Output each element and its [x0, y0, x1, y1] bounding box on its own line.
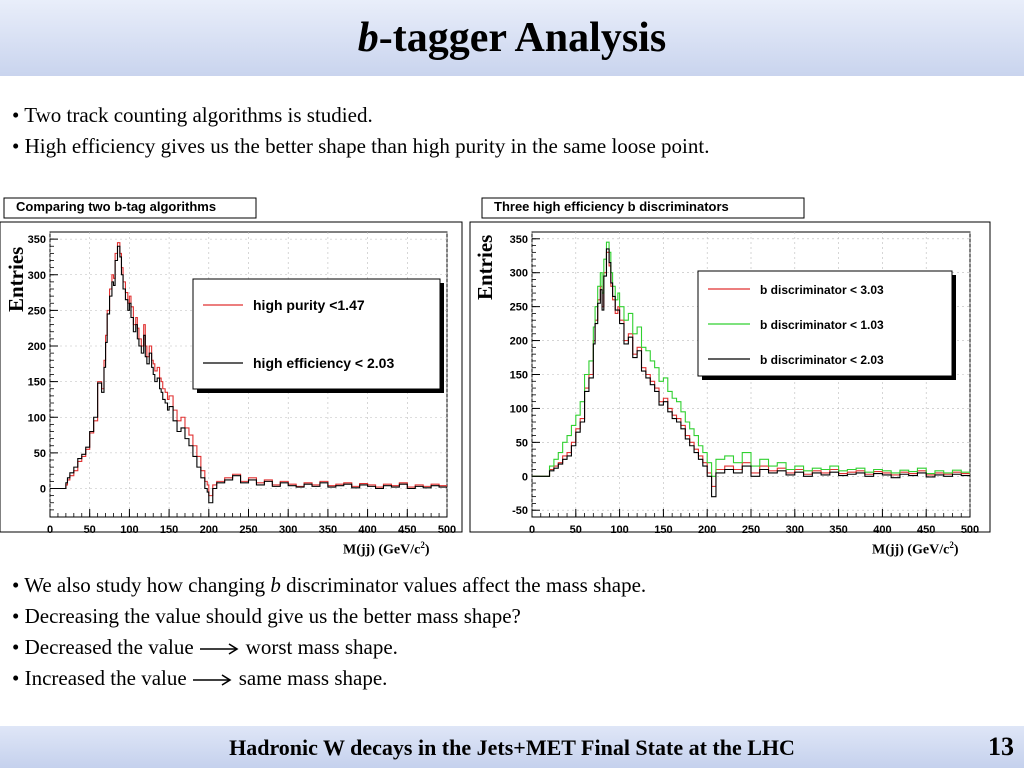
chart-title: Three high efficiency b discriminators: [494, 199, 729, 214]
chart-two-algorithms-svg: [0, 190, 470, 565]
title-bar: [0, 0, 1024, 76]
bottom-bullets: [12, 570, 646, 694]
y-tick-label: 0: [521, 471, 528, 484]
chart1-x-title-sup: 2: [420, 540, 425, 550]
chart-three-discriminators: [470, 190, 1000, 565]
legend-box: [193, 279, 440, 389]
y-tick-label: 200: [509, 335, 528, 348]
x-tick-label: 0: [528, 524, 536, 536]
chart2-x-title-close: ): [953, 542, 959, 558]
bullet-item: • Two track counting algorithms is studied.: [12, 103, 373, 127]
chart2-y-title: Entries: [473, 234, 497, 300]
y-tick-label: 250: [509, 301, 528, 314]
page-number: 13: [988, 732, 1014, 761]
top-bullets: [12, 100, 709, 162]
x-tick-label: 500: [960, 524, 980, 536]
bullet-text: worst mass shape.: [245, 635, 398, 659]
x-tick-label: 450: [917, 524, 936, 536]
x-tick-label: 50: [569, 524, 582, 536]
y-tick-label: 250: [27, 305, 46, 318]
chart1-x-title-close: ): [424, 542, 430, 558]
title-rest: -tagger Analysis: [378, 15, 667, 61]
chart-two-algorithms: [0, 190, 470, 565]
y-tick-label: 300: [27, 269, 46, 282]
x-tick-label: 100: [610, 524, 629, 536]
x-tick-label: 250: [741, 524, 761, 536]
bullet-text: • Increased the value: [12, 666, 187, 690]
bullet-item: [12, 632, 646, 663]
y-tick-label: 350: [27, 234, 46, 247]
right-arrow-icon: [193, 673, 233, 687]
bullet-item: [12, 663, 646, 694]
chart2-x-title-sup: 2: [949, 540, 954, 550]
chart1-y-title: Entries: [4, 246, 28, 312]
chart1-x-title: [343, 540, 430, 559]
x-tick-label: 50: [83, 524, 96, 536]
bullet-text: • Decreased the value: [12, 635, 194, 659]
y-tick-label: 50: [515, 437, 528, 450]
slide-title: [358, 14, 666, 62]
x-tick-label: 200: [698, 524, 717, 536]
legend-label: high purity <1.47: [253, 297, 365, 313]
chart-title: Comparing two b-tag algorithms: [16, 199, 217, 214]
y-tick-label: 0: [39, 483, 46, 496]
x-tick-label: 300: [279, 524, 298, 536]
bullet-item: • Decreasing the value should give us the better mass shape?: [12, 604, 521, 628]
y-tick-label: 150: [509, 369, 528, 382]
footer-bar: [0, 726, 1024, 768]
chart-three-discriminators-svg: [470, 190, 1000, 565]
y-tick-label: 150: [27, 376, 46, 389]
y-tick-label: 100: [27, 412, 46, 425]
x-tick-label: 500: [437, 524, 457, 536]
bullet-text-italic: b: [270, 573, 281, 597]
x-tick-label: 200: [199, 524, 218, 536]
bullet-text: same mass shape.: [238, 666, 388, 690]
x-tick-label: 0: [46, 524, 54, 536]
bullet-item: • High efficiency gives us the better shape than high purity in the same loose point.: [12, 134, 710, 158]
y-tick-label: -50: [512, 505, 528, 518]
legend-label: high efficiency < 2.03: [253, 355, 395, 371]
x-tick-label: 250: [239, 524, 258, 536]
bullet-text: discriminator values affect the mass shape.: [280, 573, 647, 597]
legend-label: b discriminator < 2.03: [760, 353, 884, 367]
chart1-x-title-main: M(jj) (GeV/c: [343, 542, 421, 558]
y-tick-label: 350: [509, 233, 528, 246]
y-tick-label: 50: [33, 447, 46, 460]
right-arrow-icon: [200, 642, 240, 656]
x-tick-label: 450: [398, 524, 417, 536]
legend-label: b discriminator < 3.03: [760, 283, 884, 297]
x-tick-label: 350: [318, 524, 338, 536]
x-tick-label: 400: [873, 524, 892, 536]
x-tick-label: 150: [654, 524, 673, 536]
y-tick-label: 200: [27, 341, 46, 353]
legend-label: b discriminator < 1.03: [760, 318, 884, 332]
footer-text: Hadronic W decays in the Jets+MET Final State at the LHC: [229, 735, 795, 760]
x-tick-label: 100: [120, 524, 139, 536]
bullet-text: • We also study how changing: [12, 573, 271, 597]
x-tick-label: 350: [829, 524, 848, 536]
x-tick-label: 400: [358, 524, 377, 536]
y-tick-label: 300: [509, 267, 528, 280]
x-tick-label: 150: [159, 524, 179, 536]
y-tick-label: 100: [509, 403, 528, 416]
bullet-item: [12, 570, 646, 601]
chart2-x-title: [872, 540, 959, 559]
chart2-x-title-main: M(jj) (GeV/c: [872, 542, 950, 558]
title-italic-part: b: [357, 15, 379, 61]
x-tick-label: 300: [785, 524, 804, 536]
